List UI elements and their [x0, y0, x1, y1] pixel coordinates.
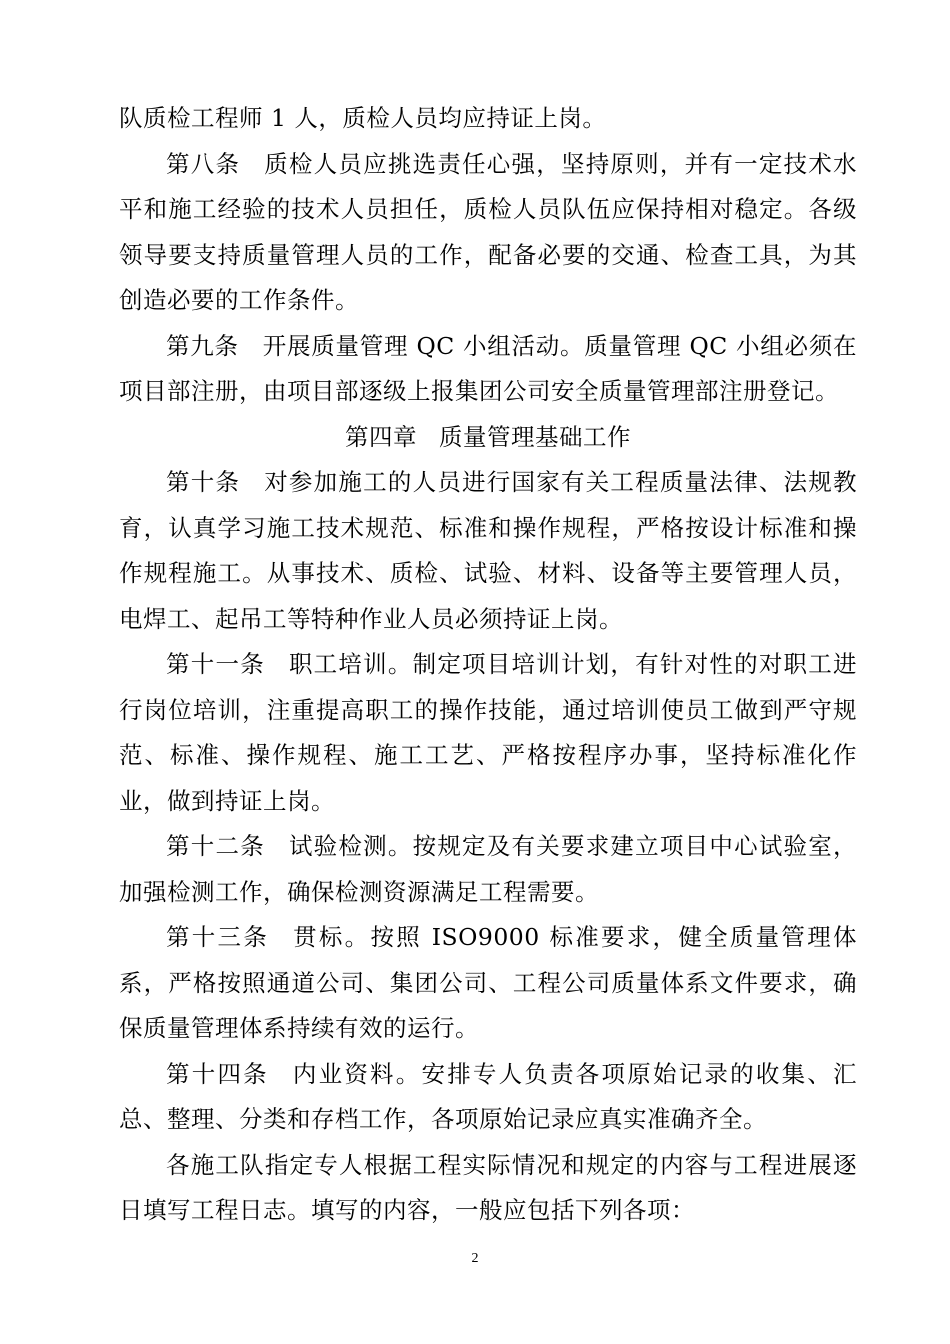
article-8 — [119, 142, 857, 324]
article-text: 试验检测。按规定及有关要求建立项目中心试验室，加强检测工作，确保检测资源满足工程需要。 — [119, 832, 858, 906]
article-9 — [119, 324, 857, 415]
article-label: 第八条 — [166, 149, 241, 178]
paragraph-continuation — [119, 96, 857, 142]
paragraph-text: 各施工队指定专人根据工程实际情况和规定的内容与工程进展逐日填写工程日志。填写的内容，一般应包括下列各项： — [119, 1150, 857, 1224]
paragraph-work-log — [119, 1143, 857, 1234]
chapter-title: 质量管理基础工作 — [439, 422, 631, 451]
page-number: 2 — [471, 1251, 479, 1266]
article-11 — [119, 642, 857, 824]
article-text: 内业资料。安排专人负责各项原始记录的收集、汇总、整理、分类和存档工作，各项原始记录应真实准确齐全。 — [119, 1059, 858, 1133]
document-page — [119, 96, 857, 1234]
paragraph-text: 队质检工程师 1 人，质检人员均应持证上岗。 — [119, 104, 607, 132]
article-13 — [119, 915, 857, 1052]
article-text: 对参加施工的人员进行国家有关工程质量法律、法规教育，认真学习施工技术规范、标准和操作规程，严格按设计标准和操作规程施工。从事技术、质检、试验、材料、设备等主要管理人员，电焊工、起吊工等特种作业人员必须持证上岗。 — [119, 468, 858, 633]
article-text: 职工培训。制定项目培训计划，有针对性的对职工进行岗位培训，注重提高职工的操作技能，通过培训使员工做到严守规范、标准、操作规程、施工工艺、严格按程序办事，坚持标准化作业，做到持证上岗。 — [119, 650, 858, 815]
article-14 — [119, 1052, 857, 1143]
article-12 — [119, 824, 857, 915]
article-label: 第十一条 — [166, 650, 265, 678]
chapter-heading — [119, 415, 857, 461]
chapter-number: 第四章 — [345, 422, 417, 451]
article-label: 第九条 — [166, 331, 239, 360]
article-text: 开展质量管理 QC 小组活动。质量管理 QC 小组必须在项目部注册，由项目部逐级上报集团公司安全质量管理部注册登记。 — [119, 331, 857, 405]
article-label: 第十四条 — [166, 1059, 269, 1088]
article-text: 质检人员应挑选责任心强，坚持原则，并有一定技术水平和施工经验的技术人员担任，质检人员队伍应保持相对稳定。各级领导要支持质量管理人员的工作，配备必要的交通、检查工具，为其创造必要的工作条件。 — [119, 149, 858, 314]
article-label: 第十三条 — [166, 923, 270, 951]
article-label: 第十条 — [166, 468, 241, 496]
article-text: 贯标。按照 ISO9000 标准要求，健全质量管理体系，严格按照通道公司、集团公司、工程公司质量体系文件要求，确保质量管理体系持续有效的运行。 — [119, 923, 857, 1042]
article-10 — [119, 460, 857, 642]
article-label: 第十二条 — [166, 832, 265, 860]
